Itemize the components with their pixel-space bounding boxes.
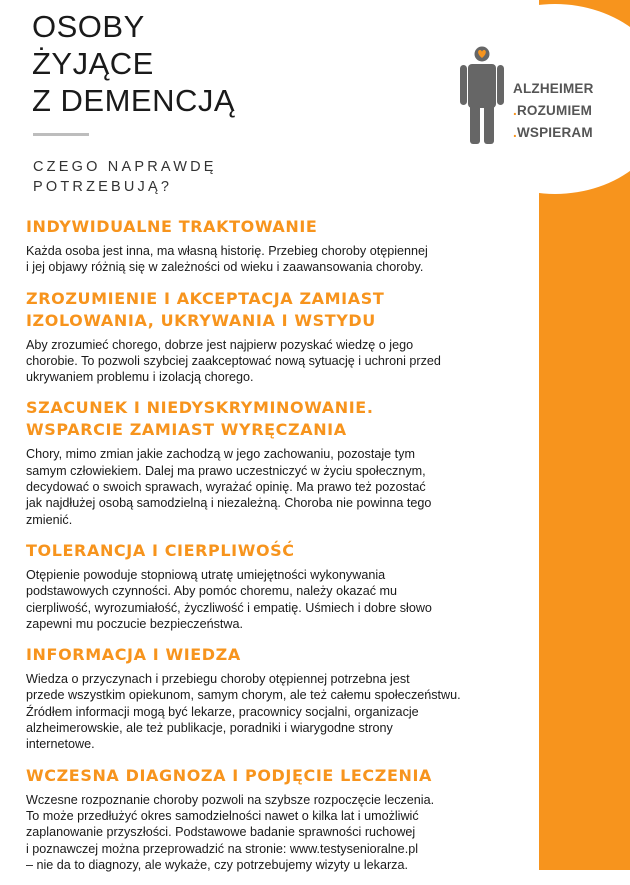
- section-body-line: zmienić.: [26, 512, 73, 527]
- section-heading-line: TOLERANCJA I CIERPLIWOŚĆ: [26, 540, 295, 560]
- brand-logo-text: [513, 78, 594, 144]
- section-body: [26, 243, 526, 276]
- section-body-line: Wczesne rozpoznanie choroby pozwoli na szybsze rozpoczęcie leczenia.: [26, 792, 435, 807]
- section-heading-line: INFORMACJA I WIEDZA: [26, 645, 241, 665]
- section-body-line: zapewni mu poczucie bezpieczeństwa.: [26, 616, 244, 631]
- section-heading-line: SZACUNEK I NIEDYSKRYMINOWANIE.: [26, 398, 374, 418]
- section-body: [26, 567, 526, 632]
- section-heading: [26, 216, 526, 238]
- subtitle-line: CZEGO NAPRAWDĘ: [33, 159, 217, 175]
- page-title: [32, 8, 235, 119]
- brand-line-1: ALZHEIMER: [513, 81, 594, 96]
- section-body: [26, 446, 526, 527]
- person-arm-right: [497, 65, 504, 105]
- page-subtitle: [33, 157, 217, 197]
- section-heading: [26, 540, 526, 562]
- subtitle-line: POTRZEBUJĄ?: [33, 179, 173, 195]
- section-body-line: przede wszystkim opiekunom, samym chorym, ale też całemu społeczeństwu.: [26, 688, 461, 703]
- section-heading: [26, 397, 526, 441]
- section-body-line: i jej objawy różnią się w zależności od wieku i zaawansowania choroby.: [26, 260, 424, 275]
- section-body-line: jak najdłużej osobą samodzielną i niezależną. Choroba nie powinna tego: [26, 496, 432, 511]
- section-body-line: decydować o swoich sprawach, wyrażać opinię. Ma prawo też pozostać: [26, 480, 426, 495]
- section-body-line: podstawowych czynności. Aby pomóc choremu, należy okazać mu: [26, 584, 397, 599]
- section-body-line: Otępienie powoduje stopniową utratę umiejętności wykonywania: [26, 567, 386, 582]
- sections-list: [26, 216, 526, 885]
- section-body-line: ukrywaniem problemu i izolacją chorego.: [26, 370, 254, 385]
- person-with-heart-icon: [458, 44, 506, 144]
- section-body: [26, 337, 526, 386]
- section-body-line: samym człowiekiem. Dalej ma prawo uczestniczyć w życiu społecznym,: [26, 463, 426, 478]
- title-line: OSOBY: [32, 9, 145, 44]
- title-line: ŻYJĄCE: [32, 46, 154, 81]
- person-leg-left: [470, 104, 480, 144]
- title-line: Z DEMENCJĄ: [32, 83, 236, 118]
- title-divider: [33, 133, 89, 136]
- section-body-line: Każda osoba jest inna, ma własną historię. Przebieg choroby otępiennej: [26, 244, 428, 258]
- section-body-line: To może przedłużyć okres samodzielności nawet o kilka lat i umożliwić: [26, 808, 419, 823]
- section-heading: [26, 288, 526, 332]
- section-heading-line: ZROZUMIENIE I AKCEPTACJA ZAMIAST: [26, 288, 385, 308]
- section-heading: [26, 765, 526, 787]
- section-body-line: cierpliwość, wyrozumiałość, życzliwość i empatię. Uśmiech i dobre słowo: [26, 600, 432, 615]
- section-heading: [26, 644, 526, 666]
- section-body-line: chorobie. To pozwoli szybciej zaakceptować nową sytuację i uchroni przed: [26, 353, 441, 368]
- section-heading-line: WSPARCIE ZAMIAST WYRĘCZANIA: [26, 420, 347, 440]
- brand-line-3: .WSPIERAM: [513, 125, 593, 140]
- section-body-line: Źródłem informacji mogą być lekarze, pracownicy socjalni, organizacje: [26, 704, 419, 719]
- section-body-line: Wiedza o przyczynach i przebiegu choroby otępiennej potrzebna jest: [26, 672, 410, 687]
- section-heading-line: INDYWIDUALNE TRAKTOWANIE: [26, 217, 318, 236]
- section-body-line: Chory, mimo zmian jakie zachodzą w jego zachowaniu, pozostaje tym: [26, 447, 415, 462]
- section-body-line: i poznawczej można przeprowadzić na stronie: www.testysenioralne.pl: [26, 841, 418, 856]
- section-body: [26, 792, 526, 873]
- person-body: [468, 64, 496, 108]
- section-body-line: zaplanowanie przyszłości. Podstawowe badanie sprawności ruchowej: [26, 825, 416, 840]
- section-body-line: – nie da to diagnozy, ale wykaże, czy potrzebujemy wizyty u lekarza.: [26, 857, 408, 872]
- brand-line-2: .ROZUMIEM: [513, 103, 593, 118]
- person-leg-right: [484, 104, 494, 144]
- section-body-line: Aby zrozumieć chorego, dobrze jest najpierw pozyskać wiedzę o jego: [26, 337, 414, 352]
- person-arm-left: [460, 65, 467, 105]
- section-body-line: alzheimerowskie, ale też publikacje, poradniki i wiarygodne strony: [26, 721, 393, 736]
- section-body-line: internetowe.: [26, 737, 95, 752]
- section-body: [26, 671, 526, 752]
- section-heading-line: IZOLOWANIA, UKRYWANIA I WSTYDU: [26, 310, 376, 330]
- section-heading-line: WCZESNA DIAGNOZA I PODJĘCIE LECZENIA: [26, 765, 433, 785]
